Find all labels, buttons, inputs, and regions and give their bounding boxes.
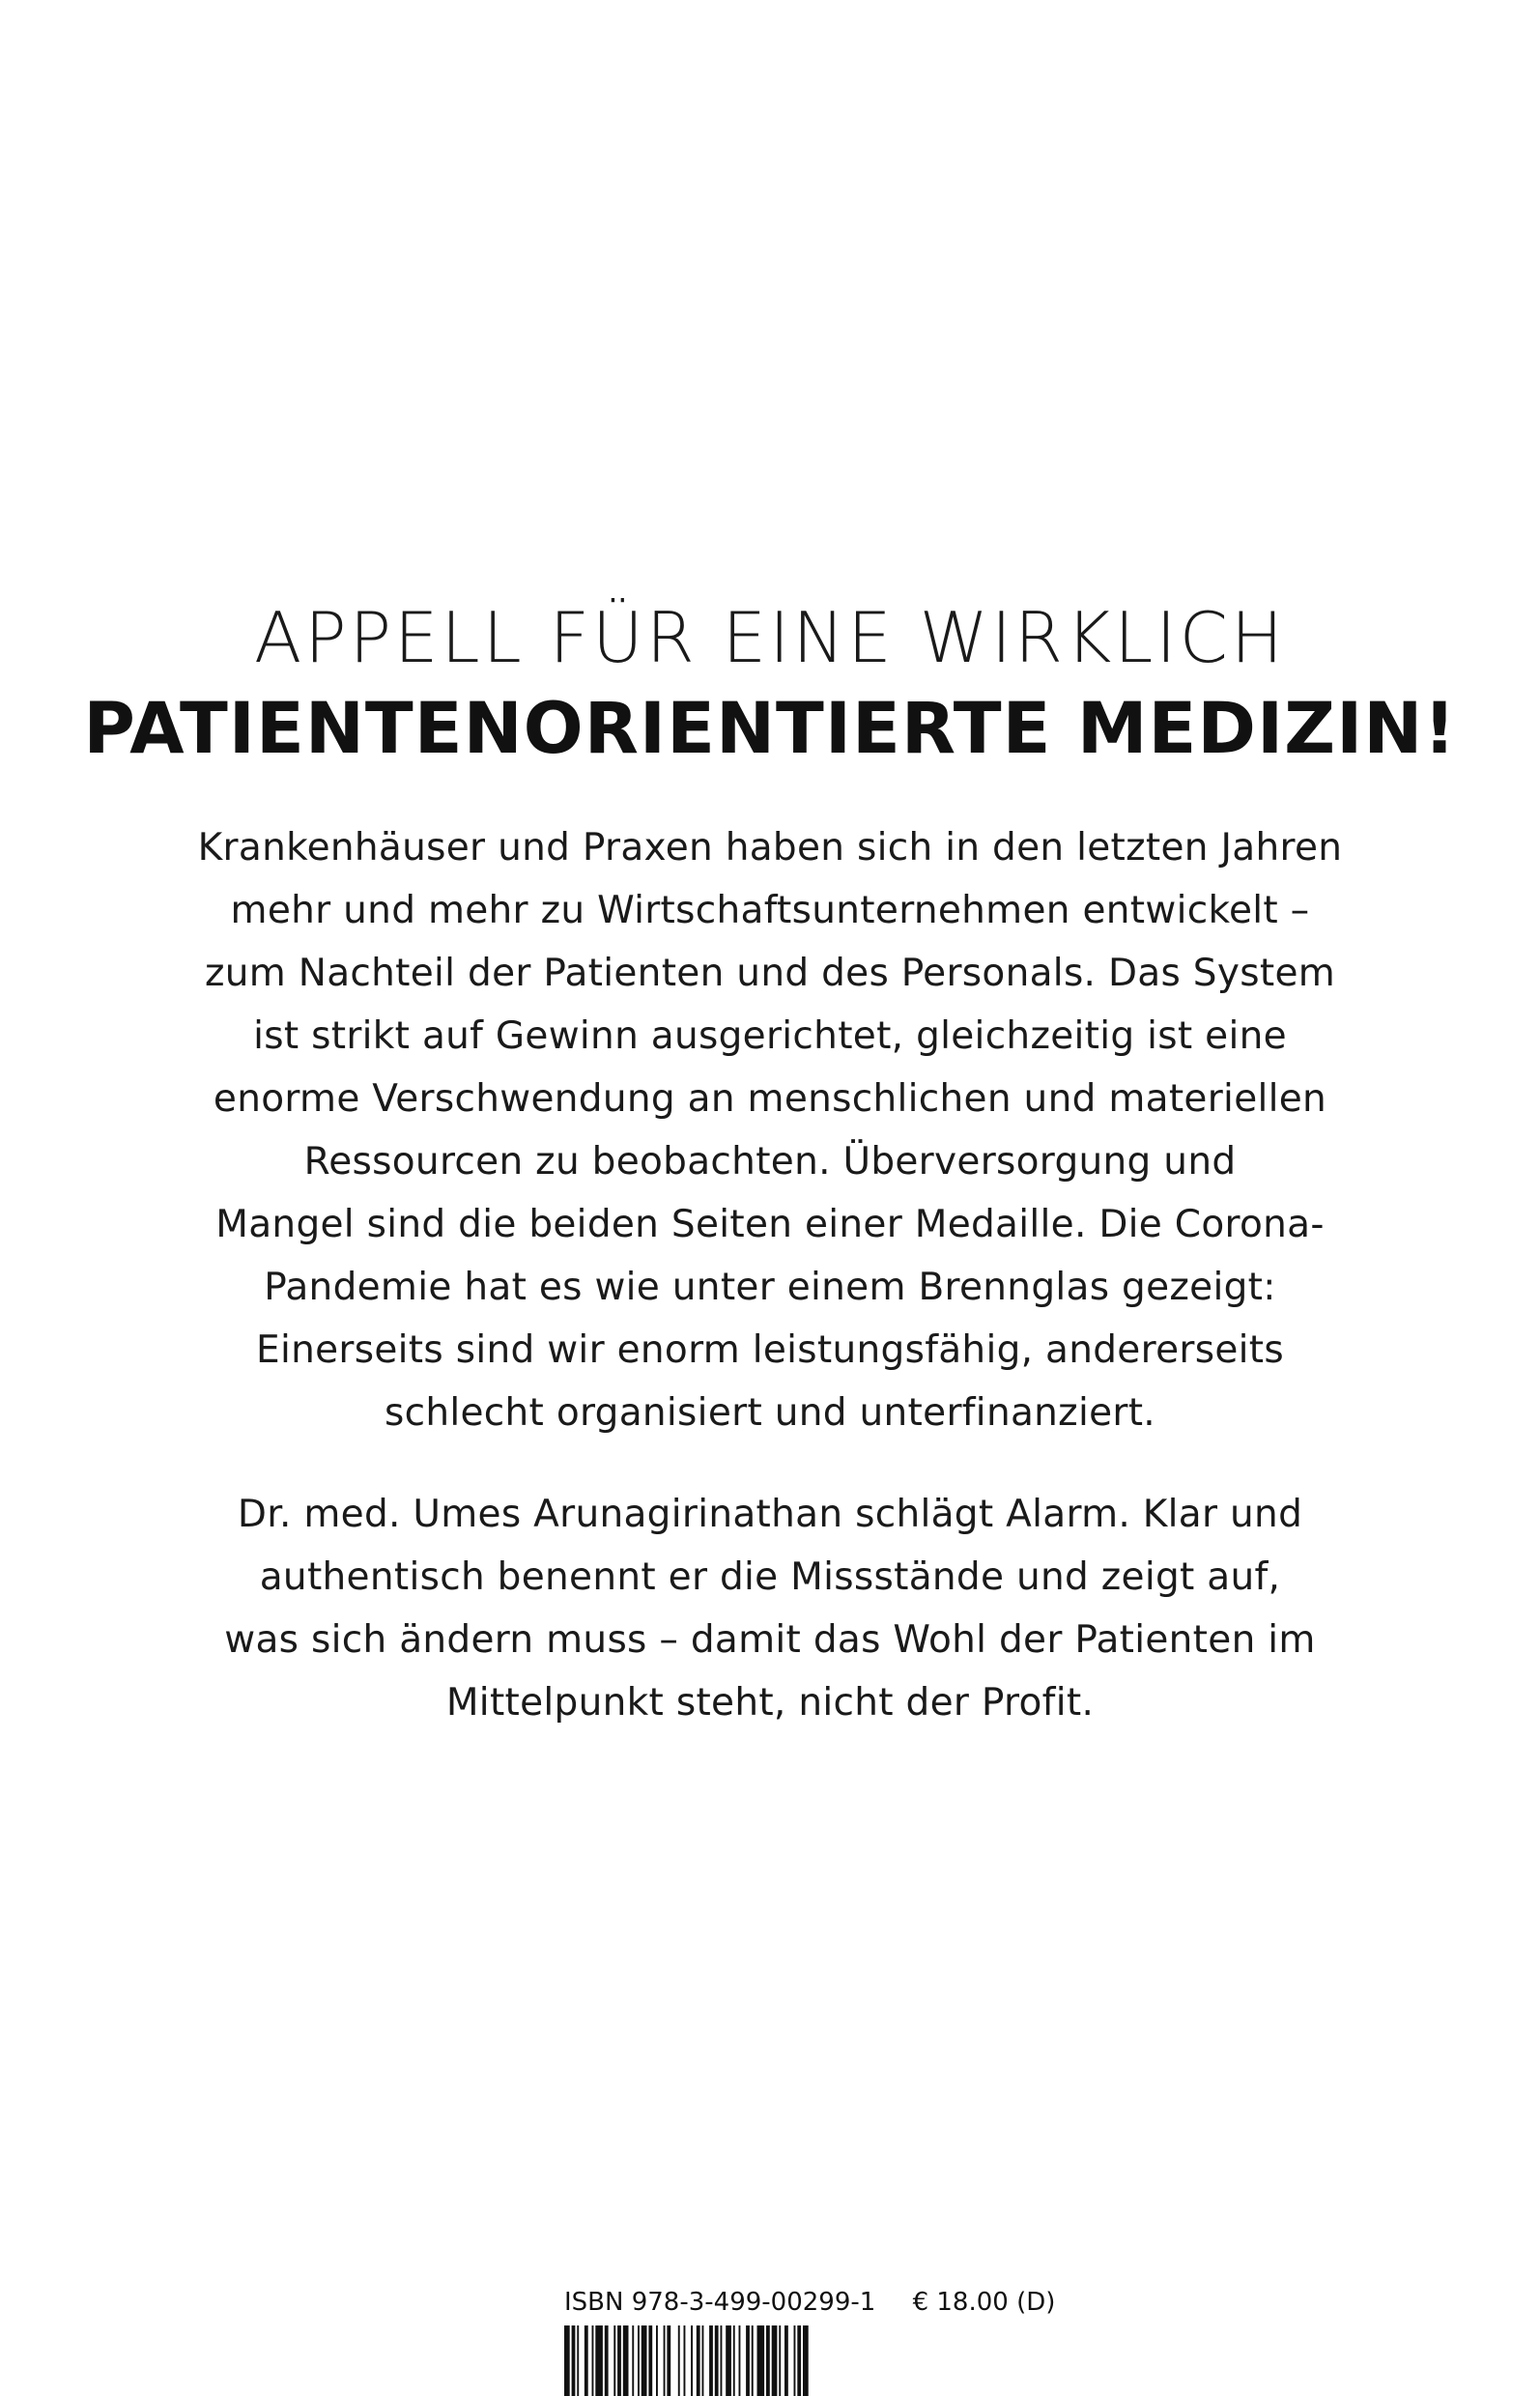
blurb-line: Dr. med. Umes Arunagirinathan schlägt Alarm. Klar und bbox=[237, 1493, 1303, 1536]
isbn-price-line bbox=[564, 2285, 1056, 2320]
barcode-bar bbox=[733, 2325, 735, 2396]
blurb-line: zum Nachteil der Patienten und des Personals. Das System bbox=[204, 952, 1336, 995]
barcode-bar bbox=[784, 2325, 788, 2396]
blurb-line: was sich ändern muss – damit das Wohl der Patienten im bbox=[224, 1618, 1316, 1662]
barcode-bar bbox=[632, 2325, 634, 2396]
barcode-bar bbox=[664, 2325, 666, 2396]
barcode-bar bbox=[577, 2325, 579, 2396]
barcode-bar bbox=[766, 2325, 770, 2396]
barcode-bar bbox=[772, 2325, 778, 2396]
barcode-bar bbox=[702, 2325, 704, 2396]
barcode-bar bbox=[564, 2325, 570, 2396]
barcode-bar bbox=[678, 2325, 680, 2396]
barcode-bar bbox=[623, 2325, 629, 2396]
barcode-bar bbox=[638, 2325, 640, 2396]
blurb-line: Einerseits sind wir enorm leistungsfähig, andererseits bbox=[256, 1328, 1284, 1372]
barcode-bar bbox=[709, 2325, 713, 2396]
isbn-number: ISBN 978-3-499-00299-1 bbox=[564, 2288, 876, 2317]
blurb-line: mehr und mehr zu Wirtschaftsunternehmen entwickelt – bbox=[230, 889, 1310, 932]
barcode-bar bbox=[715, 2325, 719, 2396]
barcode-bar bbox=[585, 2325, 588, 2396]
barcode-bar bbox=[572, 2325, 576, 2396]
barcode-bar bbox=[684, 2325, 686, 2396]
blurb-line: enorme Verschwendung an menschlichen und materiellen bbox=[213, 1077, 1327, 1121]
headline-bold: PATIENTENORIENTIERTE MEDIZIN! bbox=[83, 688, 1457, 770]
barcode-bar bbox=[794, 2325, 796, 2396]
barcode-bar bbox=[592, 2325, 594, 2396]
price: € 18.00 (D) bbox=[912, 2288, 1056, 2317]
barcode-bar bbox=[617, 2325, 621, 2396]
blurb-line: authentisch benennt er die Missstände und zeigt auf, bbox=[259, 1555, 1281, 1599]
blurb-line: Krankenhäuser und Praxen haben sich in den letzten Jahren bbox=[197, 826, 1343, 870]
barcode-bar bbox=[648, 2325, 652, 2396]
barcode-bar bbox=[697, 2325, 700, 2396]
barcode-bar bbox=[726, 2325, 731, 2396]
barcode-bar bbox=[752, 2325, 754, 2396]
barcode-bar bbox=[797, 2325, 801, 2396]
barcode-bar bbox=[779, 2325, 781, 2396]
blurb-line: Ressourcen zu beobachten. Überversorgung und bbox=[303, 1140, 1237, 1184]
blurb-line: Mittelpunkt steht, nicht der Profit. bbox=[445, 1681, 1095, 1725]
barcode-bar bbox=[803, 2325, 809, 2396]
barcode-bar bbox=[667, 2325, 670, 2396]
barcode-block bbox=[564, 2285, 1056, 2396]
barcode-bar bbox=[739, 2325, 741, 2396]
blurb-line: Pandemie hat es wie unter einem Brennglas gezeigt: bbox=[264, 1266, 1276, 1309]
blurb-line: Mangel sind die beiden Seiten einer Medaille. Die Corona- bbox=[215, 1203, 1325, 1246]
barcode-bar bbox=[605, 2325, 609, 2396]
blurb-line: ist strikt auf Gewinn ausgerichtet, gleichzeitig ist eine bbox=[253, 1014, 1287, 1058]
barcode-bar bbox=[642, 2325, 647, 2396]
blurb-line: schlecht organisiert und unterfinanziert. bbox=[384, 1391, 1155, 1435]
barcode-bar bbox=[613, 2325, 615, 2396]
barcode-bar bbox=[595, 2325, 603, 2396]
headline-light: APPELL FÜR EINE WIRKLICH bbox=[253, 597, 1287, 678]
barcode-bar bbox=[757, 2325, 765, 2396]
barcode-bar bbox=[691, 2325, 693, 2396]
blurb-paragraph-2 bbox=[174, 1483, 1366, 1734]
barcode-bar bbox=[656, 2325, 658, 2396]
barcode-bar bbox=[721, 2325, 723, 2396]
barcode-icon bbox=[564, 2325, 980, 2396]
blurb-paragraph-1 bbox=[174, 816, 1366, 1444]
barcode-bar bbox=[746, 2325, 750, 2396]
